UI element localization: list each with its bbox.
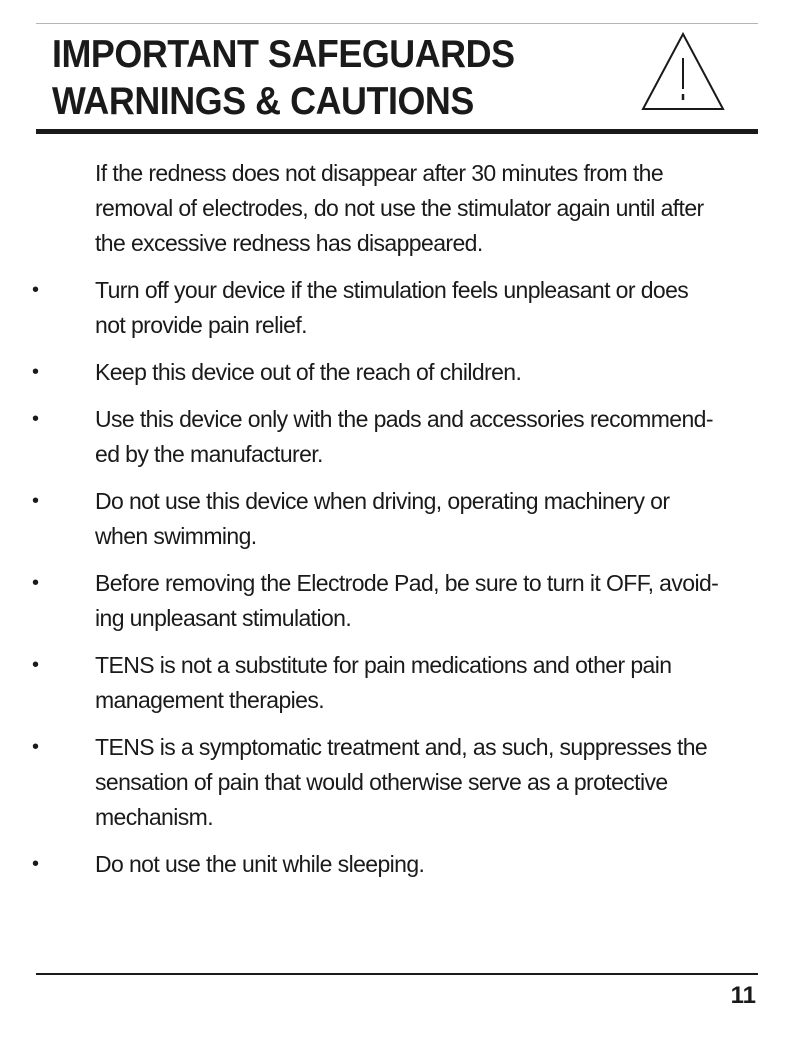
intro-paragraph	[95, 156, 758, 261]
warning-item	[30, 355, 758, 390]
warning-item	[30, 566, 758, 636]
warning-item-line: TENS is not a substitute for pain medications and other pain	[95, 652, 672, 678]
warning-item-line: not provide pain relief.	[95, 312, 307, 338]
warning-item	[30, 273, 758, 343]
warning-item-line: Turn off your device if the stimulation feels unpleasant or does	[95, 277, 689, 303]
warning-item-line: Keep this device out of the reach of children.	[95, 359, 522, 385]
bullet-marker: •	[32, 361, 39, 383]
warning-item-line: Do not use this device when driving, operating machinery or	[95, 488, 670, 514]
intro-line: removal of electrodes, do not use the stimulator again until after	[95, 195, 704, 221]
warning-item-text	[95, 402, 713, 472]
warning-item	[30, 648, 758, 718]
warning-triangle-icon	[640, 31, 726, 113]
bullet-marker: •	[32, 490, 39, 512]
bullet-marker: •	[32, 736, 39, 758]
intro-line: the excessive redness has disappeared.	[95, 230, 483, 256]
warning-item-line: Before removing the Electrode Pad, be sure to turn it OFF, avoid-	[95, 570, 719, 596]
warning-item-text	[95, 566, 718, 636]
warning-item	[30, 484, 758, 554]
warning-item	[30, 847, 758, 882]
warning-item-line: TENS is a symptomatic treatment and, as such, suppresses the	[95, 734, 708, 760]
heading-line-2: WARNINGS & CAUTIONS	[52, 80, 474, 123]
warning-item-text	[95, 273, 688, 343]
warning-item-text	[95, 847, 424, 882]
intro-line: If the redness does not disappear after 30 minutes from the	[95, 160, 664, 186]
top-divider	[36, 23, 758, 24]
bullet-marker: •	[32, 654, 39, 676]
bullet-marker: •	[32, 279, 39, 301]
heading-line-1: IMPORTANT SAFEGUARDS	[52, 33, 515, 76]
warning-item-line: Do not use the unit while sleeping.	[95, 851, 425, 877]
warning-item	[30, 730, 758, 835]
warning-item-text	[95, 484, 669, 554]
warning-item-text	[95, 730, 707, 835]
bullet-marker: •	[32, 853, 39, 875]
warning-item-line: management therapies.	[95, 687, 325, 713]
bullet-marker: •	[32, 572, 39, 594]
page-number: 11	[730, 982, 756, 1009]
warning-item-line: Use this device only with the pads and accessories recommend-	[95, 406, 713, 432]
footer-divider	[36, 973, 758, 975]
warning-item-line: mechanism.	[95, 804, 213, 830]
warnings-content	[30, 156, 758, 894]
warning-item-text	[95, 355, 521, 390]
warning-item	[30, 402, 758, 472]
page-heading	[52, 31, 515, 125]
warning-item-line: ed by the manufacturer.	[95, 441, 323, 467]
heading-divider	[36, 129, 758, 134]
bullet-marker: •	[32, 408, 39, 430]
warning-item-line: when swimming.	[95, 523, 257, 549]
warning-item-text	[95, 648, 671, 718]
warning-item-line: ing unpleasant stimulation.	[95, 605, 352, 631]
warning-item-line: sensation of pain that would otherwise serve as a protective	[95, 769, 668, 795]
